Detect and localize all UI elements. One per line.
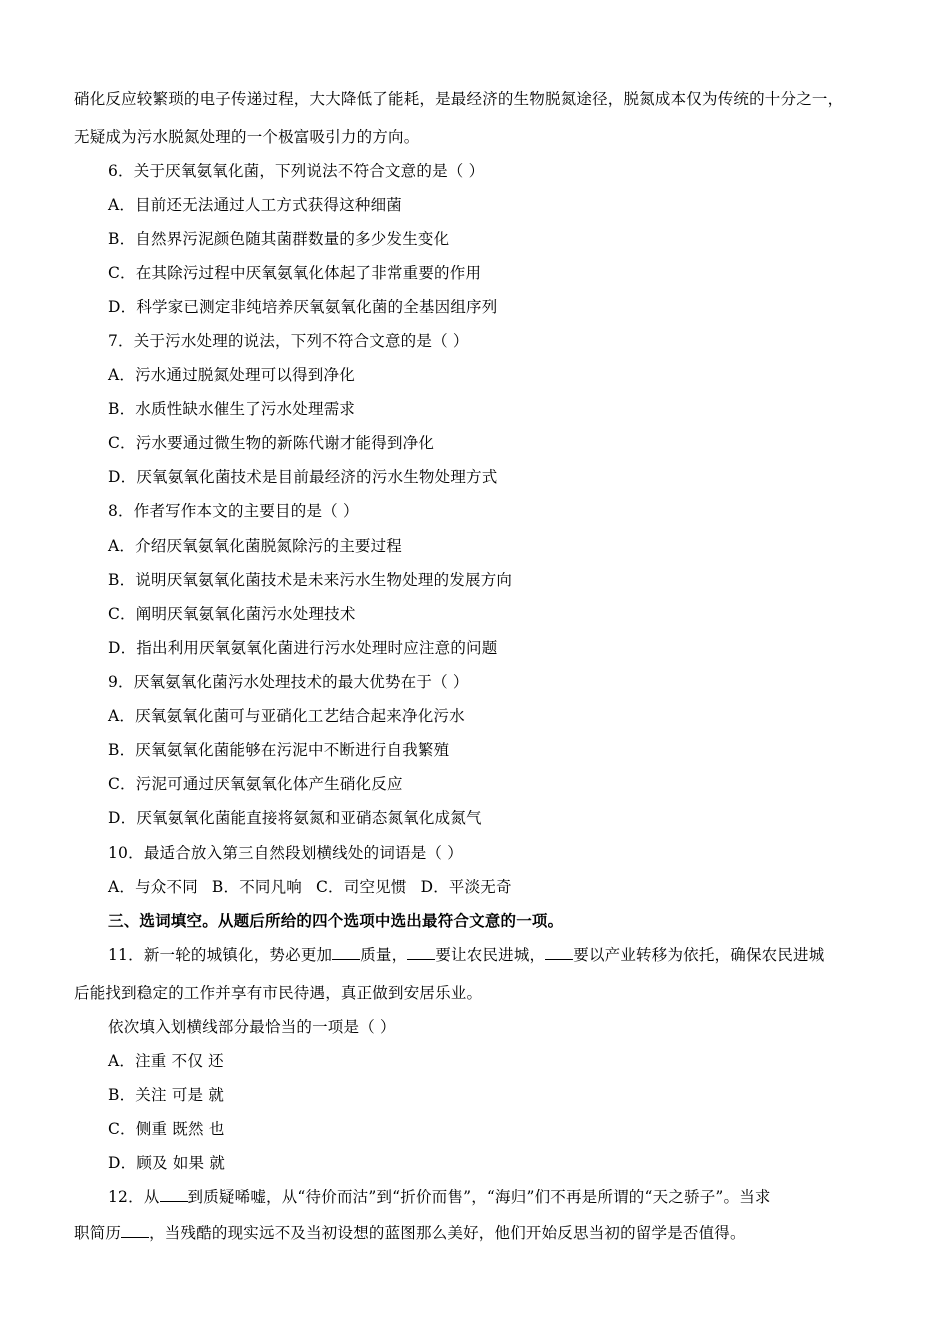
fill-blank [160,1186,188,1202]
question-7-option-a: A．污水通过脱氮处理可以得到净化 [108,366,355,384]
question-8-option-c: C．阐明厌氧氨氧化菌污水处理技术 [108,605,356,623]
question-6-option-a: A．目前还无法通过人工方式获得这种细菌 [108,196,402,214]
fill-blank [545,944,573,960]
q11-text: 要让农民进城， [435,946,546,964]
question-10-option-a: A．与众不同 [108,878,198,896]
q12-text: 职简历 [74,1224,122,1242]
question-9-option-b: B．厌氧氨氧化菌能够在污泥中不断进行自我繁殖 [108,741,450,759]
question-12-stem [108,1186,771,1208]
question-11-stem-cont: 后能找到稳定的工作并享有市民待遇，真正做到安居乐业。 [74,984,483,1002]
q12-text: 到质疑唏嘘，从“待价而沽”到“折价而售”，“海归”们不再是所谓的“天之骄子”。当求 [187,1188,771,1206]
passage-line: 硝化反应较繁琐的电子传递过程，大大降低了能耗，是最经济的生物脱氮途径，脱氮成本仅为传统的十分之一， [74,90,844,108]
question-8-option-b: B．说明厌氧氨氧化菌技术是未来污水生物处理的发展方向 [108,571,513,589]
question-11-stem [108,944,824,966]
question-11-option-b: B．关注 可是 就 [108,1086,225,1104]
question-6-option-c: C．在其除污过程中厌氧氨氧化体起了非常重要的作用 [108,264,482,282]
question-11-option-a: A．注重 不仅 还 [108,1052,224,1070]
section-3-title: 三、选词填空。从题后所给的四个选项中选出最符合文意的一项。 [108,911,564,930]
question-10-stem: 10．最适合放入第三自然段划横线处的词语是（ ） [108,844,463,862]
q12-text: ，当残酷的现实远不及当初设想的蓝图那么美好，他们开始反思当初的留学是否值得。 [149,1224,746,1242]
question-11-option-d: D．顾及 如果 就 [108,1154,226,1172]
fill-blank [407,944,435,960]
question-10-option-d: D．平淡无奇 [420,878,512,896]
question-9-option-c: C．污泥可通过厌氧氨氧化体产生硝化反应 [108,775,403,793]
fill-blank [121,1222,149,1238]
question-6-stem: 6．关于厌氧氨氧化菌，下列说法不符合文意的是（ ） [108,162,485,180]
q11-text: 质量， [360,946,408,964]
passage-line: 无疑成为污水脱氮处理的一个极富吸引力的方向。 [74,128,420,146]
question-11-option-c: C．侧重 既然 也 [108,1120,225,1138]
question-10-option-c: C．司空见惯 [316,878,407,896]
question-8-option-d: D．指出利用厌氧氨氧化菌进行污水处理时应注意的问题 [108,639,498,657]
question-8-option-a: A．介绍厌氧氨氧化菌脱氮除污的主要过程 [108,537,402,555]
question-9-option-a: A．厌氧氨氧化菌可与亚硝化工艺结合起来净化污水 [108,707,465,725]
question-7-option-d: D．厌氧氨氧化菌技术是目前最经济的污水生物处理方式 [108,468,498,486]
q11-text: 11．新一轮的城镇化，势必更加 [108,946,333,964]
fill-blank [332,944,360,960]
q11-text: 要以产业转移为依托，确保农民进城 [573,946,825,964]
question-7-option-b: B．水质性缺水催生了污水处理需求 [108,400,356,418]
question-6-option-b: B．自然界污泥颜色随其菌群数量的多少发生变化 [108,230,450,248]
question-8-stem: 8．作者写作本文的主要目的是（ ） [108,502,359,520]
question-9-option-d: D．厌氧氨氧化菌能直接将氨氮和亚硝态氮氧化成氮气 [108,809,482,827]
question-6-option-d: D．科学家已测定非纯培养厌氧氨氧化菌的全基因组序列 [108,298,498,316]
question-11-prompt: 依次填入划横线部分最恰当的一项是（ ） [108,1018,396,1036]
question-7-option-c: C．污水要通过微生物的新陈代谢才能得到净化 [108,434,435,452]
question-12-stem-cont [74,1222,746,1244]
question-10-option-b: B．不同凡响 [211,878,302,896]
question-7-stem: 7．关于污水处理的说法，下列不符合文意的是（ ） [108,332,469,350]
question-10-options [108,876,512,898]
q12-text: 12．从 [108,1188,160,1206]
question-9-stem: 9．厌氧氨氧化菌污水处理技术的最大优势在于（ ） [108,673,469,691]
